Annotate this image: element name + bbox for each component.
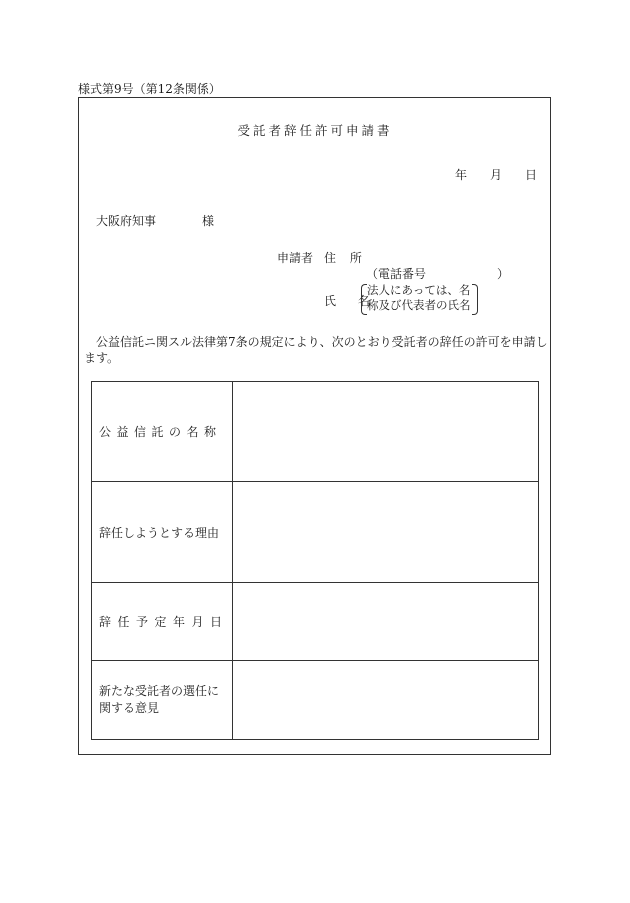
trust-name-field[interactable]: [233, 382, 539, 482]
addressee-name: 大阪府知事: [96, 214, 157, 228]
addressee-honorific: 様: [202, 214, 215, 228]
corporation-note-line1: 法人にあっては、名: [367, 283, 471, 297]
resignation-reason-label: 辞任しようとする理由: [92, 482, 233, 583]
table-row: [92, 382, 539, 482]
form-number: 様式第9号（第12条関係）: [78, 82, 221, 96]
document-title: 受託者辞任許可申請書: [237, 123, 393, 138]
new-trustee-opinion-field[interactable]: [233, 661, 539, 740]
table-row: [92, 482, 539, 583]
application-statement: 公益信託ニ関スル法律第7条の規定により、次のとおり受託者の辞任の許可を申請します。: [84, 335, 548, 365]
phone-number-close: ）: [497, 267, 510, 281]
left-bracket: [361, 284, 367, 315]
resignation-date-field[interactable]: [233, 583, 539, 661]
table-row: [92, 661, 539, 740]
right-bracket: [472, 284, 478, 315]
table-row: [92, 583, 539, 661]
new-trustee-opinion-label: 新たな受託者の選任に関する意見: [92, 661, 233, 740]
corporation-note: [361, 283, 478, 314]
applicant-label: 申請者: [277, 251, 314, 265]
corporation-note-line2: 称及び代表者の氏名: [367, 298, 471, 312]
application-table: [91, 381, 539, 740]
date-month-label: 月: [490, 168, 503, 182]
trust-name-label: 公益信託の名称: [92, 382, 233, 482]
resignation-reason-field[interactable]: [233, 482, 539, 583]
resignation-date-label: 辞任予定年月日: [92, 583, 233, 661]
date-year-label: 年: [455, 168, 468, 182]
name-label: 氏 名: [324, 294, 379, 308]
phone-number-label: （電話番号: [366, 267, 427, 281]
date-day-label: 日: [525, 168, 538, 182]
address-label: 住 所: [324, 251, 367, 265]
